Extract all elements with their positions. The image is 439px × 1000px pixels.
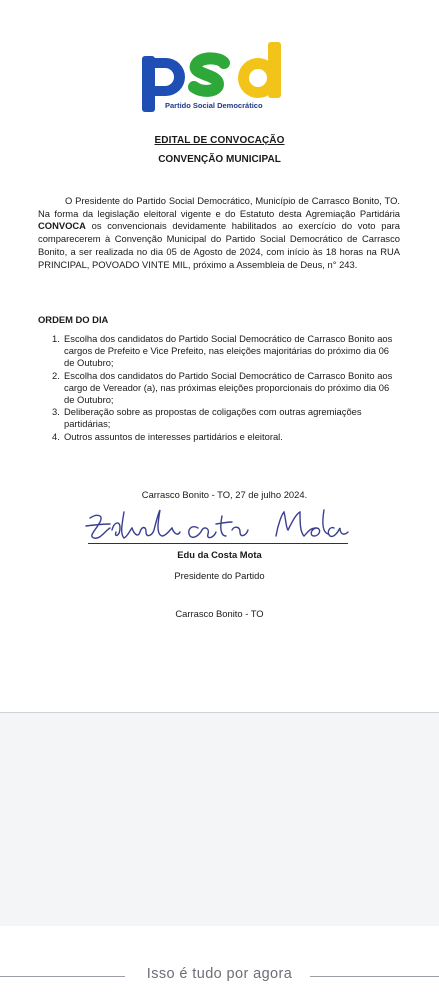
document-title: EDITAL DE CONVOCAÇÃO bbox=[154, 135, 285, 146]
paragraph-text-end: os convencionais devidamente habilitados ao exercício do voto para comparecerem à Convenção Municipal do Partido Social Democrático de Carrasco Bonito, a ser realizada no dia 05 de Agosto de 2024, com início às 18 horas na RUA PRINCIPAL, POVOADO VINTE MIL, próximo a Assembleia de Deus, n° 243. bbox=[38, 220, 400, 270]
agenda-item-number: 3. bbox=[52, 406, 60, 418]
agenda-item-text: Escolha dos candidatos do Partido Social Democrático de Carrasco Bonito aos cargo de Vereador (a), nas próximas eleições proporcionais do próximo dia 06 de Outubro; bbox=[64, 369, 393, 406]
agenda-item bbox=[38, 370, 400, 407]
logo-letter-s bbox=[194, 58, 224, 90]
agenda-item-number: 4. bbox=[52, 430, 60, 442]
handwritten-signature bbox=[80, 500, 360, 552]
agenda-item-text: Deliberação sobre as propostas de coligações com outras agremiações partidárias; bbox=[64, 406, 362, 430]
place-and-date: Carrasco Bonito - TO, 27 de julho 2024. bbox=[141, 489, 308, 500]
agenda-item-text: Escolha dos candidatos do Partido Social Democrático de Carrasco Bonito aos cargos de Prefeito e Vice Prefeito, nas eleições majoritárias do próximo dia 06 de Outubro; bbox=[64, 333, 393, 369]
agenda-item-number: 2. bbox=[52, 369, 60, 381]
document-subtitle: CONVENÇÃO MUNICIPAL bbox=[158, 154, 281, 165]
paragraph-text-start: O Presidente do Partido Social Democrático, Município de Carrasco Bonito, TO. Na forma da legislação eleitoral vigente e do Estatuto desta Agremiação Partidária bbox=[38, 195, 400, 219]
logo-subtitle: Partido Social Democrático bbox=[165, 101, 263, 110]
logo-letter-d bbox=[238, 42, 281, 98]
agenda-item bbox=[38, 406, 400, 430]
agenda-heading: ORDEM DO DIA bbox=[38, 314, 109, 325]
agenda-list bbox=[38, 333, 400, 443]
footer-place: Carrasco Bonito - TO bbox=[175, 608, 264, 619]
agenda-item-number: 1. bbox=[52, 333, 60, 344]
end-of-feed-text: Isso é tudo por agora bbox=[146, 966, 293, 982]
agenda-item bbox=[38, 431, 400, 443]
signature-line bbox=[88, 543, 348, 544]
convocation-paragraph bbox=[38, 195, 400, 271]
paragraph-bold-word: CONVOCA bbox=[38, 220, 86, 232]
agenda-item bbox=[38, 333, 400, 370]
end-of-feed-bar bbox=[0, 926, 439, 1000]
agenda-item-text: Outros assuntos de interesses partidários e eleitoral. bbox=[64, 430, 283, 442]
signer-role: Presidente do Partido bbox=[174, 570, 265, 581]
signer-name: Edu da Costa Mota bbox=[177, 549, 262, 560]
